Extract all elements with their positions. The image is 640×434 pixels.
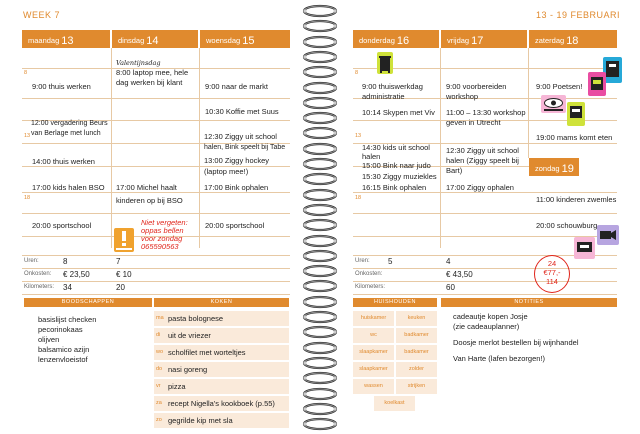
hours-value[interactable]: 8: [63, 257, 68, 266]
day-header-wednesday[interactable]: woensdag 15: [200, 30, 290, 48]
spiral-ring: [302, 50, 338, 64]
note-line: (zie cadeauplanner): [453, 322, 520, 331]
section-huishouden: HUISHOUDEN: [353, 298, 437, 307]
spiral-ring: [302, 402, 338, 416]
movie-camera-icon: [597, 225, 619, 245]
meal-row[interactable]: zo gegrilde kip met sla: [154, 413, 289, 428]
hour-tick: 13: [355, 133, 362, 139]
chore-checkbox[interactable]: slaapkamer: [353, 362, 394, 377]
spiral-ring: [302, 325, 338, 339]
spiral-ring: [302, 356, 338, 370]
theatre-ticket-icon: [574, 237, 595, 259]
section-koken: KOKEN: [154, 298, 289, 307]
event-item[interactable]: 17:00 Ziggy ophalen: [446, 183, 514, 192]
meal-row[interactable]: za recept Nigella's kookboek (p.55): [154, 396, 289, 411]
spiral-ring: [302, 249, 338, 263]
km-value[interactable]: 34: [63, 283, 72, 292]
hour-tick: 8: [24, 70, 28, 76]
spiral-ring: [302, 172, 338, 186]
event-item[interactable]: 20:00 schouwburg: [536, 221, 598, 230]
expenses-value[interactable]: € 23,50: [63, 270, 90, 279]
hour-tick: 18: [355, 195, 362, 201]
chore-checkbox[interactable]: strijken: [396, 379, 437, 394]
event-item[interactable]: 12:30 Ziggy uit school: [204, 132, 277, 141]
event-item[interactable]: 12:30 Ziggy uit school: [446, 146, 519, 155]
meal-row[interactable]: vr pizza: [154, 379, 289, 394]
event-item[interactable]: 9:00 voorbereiden: [446, 82, 507, 91]
spiral-ring: [302, 188, 338, 202]
event-item[interactable]: 14:30 kids uit school: [362, 143, 430, 152]
hour-tick: 8: [355, 70, 359, 76]
day-header-tuesday[interactable]: dinsdag 14: [112, 30, 198, 48]
list-item[interactable]: pecorinokaas: [38, 325, 83, 334]
section-notities: NOTITIES: [441, 298, 617, 307]
note-line: Van Harte (lafen bezorgen!): [453, 354, 545, 363]
spiral-ring: [302, 81, 338, 95]
spiral-ring: [302, 126, 338, 140]
spiral-ring: [302, 35, 338, 49]
valentine-label: Valentijnsdag: [116, 59, 161, 67]
label-kilometers: Kilometers:: [355, 284, 386, 290]
event-item[interactable]: (laptop mee!): [204, 167, 249, 176]
event-item[interactable]: 12:00 vergadering Beurs: [31, 120, 108, 127]
meal-row[interactable]: di uit de vriezer: [154, 328, 289, 343]
event-item[interactable]: 20:00 sportschool: [32, 221, 92, 230]
notes-block[interactable]: [453, 312, 579, 364]
day-header-monday[interactable]: maandag 13: [22, 30, 110, 48]
event-item[interactable]: geven in Utrecht: [446, 118, 501, 127]
chore-checkbox[interactable]: koelkast: [374, 396, 415, 411]
todo-sticker-icon: [567, 102, 585, 126]
label-onkosten: Onkosten:: [24, 271, 52, 277]
event-item[interactable]: 20:00 sportschool: [205, 221, 265, 230]
hour-tick: 13: [24, 133, 31, 139]
label-uren: Uren:: [24, 258, 39, 264]
party-sticker-icon: [588, 72, 606, 96]
spiral-ring: [302, 157, 338, 171]
event-item[interactable]: 9:00 naar de markt: [205, 82, 268, 91]
spiral-ring: [302, 371, 338, 385]
spiral-ring: [302, 19, 338, 33]
spiral-ring: [302, 218, 338, 232]
shopping-list[interactable]: [38, 315, 96, 365]
expenses-value[interactable]: € 43,50: [446, 270, 473, 279]
km-value[interactable]: 60: [446, 283, 455, 292]
event-item[interactable]: halen, Bink speelt bij Tabe: [204, 144, 286, 151]
day-header-friday[interactable]: vrijdag 17: [441, 30, 527, 48]
event-item[interactable]: 17:00 Bink ophalen: [204, 183, 269, 192]
hour-tick: 18: [24, 195, 31, 201]
event-item[interactable]: dag werken bij klant: [116, 78, 183, 87]
event-item[interactable]: 17:00 Michel haalt: [116, 183, 177, 192]
event-item[interactable]: 19:00 mams komt eten: [536, 133, 613, 142]
km-value[interactable]: 20: [116, 283, 125, 292]
event-item[interactable]: 16:15 Bink ophalen: [362, 183, 427, 192]
chore-checkbox[interactable]: zolder: [396, 362, 437, 377]
event-item[interactable]: workshop: [446, 92, 479, 101]
spiral-ring: [302, 142, 338, 156]
list-item[interactable]: lenzenvloeistof: [38, 355, 88, 364]
meal-row[interactable]: ma pasta bolognese: [154, 311, 289, 326]
day-header-thursday[interactable]: donderdag 16: [353, 30, 439, 48]
spiral-ring: [302, 295, 338, 309]
event-item[interactable]: administratie: [362, 92, 405, 101]
spiral-ring: [302, 234, 338, 248]
event-item[interactable]: 13:00 Ziggy hockey: [204, 156, 270, 165]
section-boodschappen: BOODSCHAPPEN: [24, 298, 152, 307]
event-item[interactable]: 14:00 thuis werken: [32, 157, 95, 166]
event-item[interactable]: 15:30 Ziggy muziekles: [362, 172, 437, 181]
spiral-ring: [302, 96, 338, 110]
spiral-ring: [302, 111, 338, 125]
week-label: WEEK 7: [23, 10, 61, 20]
spiral-ring: [302, 310, 338, 324]
event-item[interactable]: Bart): [446, 166, 463, 175]
chore-checkbox[interactable]: badkamer: [396, 345, 437, 360]
event-item[interactable]: kinderen op bij BSO: [116, 196, 183, 205]
label-kilometers: Kilometers:: [24, 284, 55, 290]
spiral-ring: [302, 417, 338, 431]
chore-checkbox[interactable]: huiskamer: [353, 311, 394, 326]
event-item[interactable]: 11:00 kinderen zwemles: [536, 195, 617, 204]
event-item[interactable]: halen: [362, 152, 381, 161]
beauty-eye-icon: [541, 95, 566, 113]
chore-checkbox[interactable]: slaapkamer: [353, 345, 394, 360]
weekly-total-circle[interactable]: 24 €77,- 114: [534, 255, 570, 293]
event-item[interactable]: 9:00 Poetsen!: [536, 82, 583, 91]
event-item[interactable]: 15:00 Bink naar judo: [362, 161, 431, 170]
date-range: 13 - 19 FEBRUARI: [535, 10, 620, 20]
spiral-ring: [302, 4, 338, 18]
event-item[interactable]: 8:00 laptop mee, hele: [116, 68, 189, 77]
expenses-value[interactable]: € 10: [116, 270, 132, 279]
event-item[interactable]: 10:14 Skypen met Viv: [362, 108, 435, 117]
event-item[interactable]: 9:00 thuiswerkdag: [362, 82, 423, 91]
chore-checkbox[interactable]: wc: [353, 328, 394, 343]
reminder-note[interactable]: Niet vergeten: oppas bellen voor zondag 065590563: [141, 218, 188, 251]
list-item[interactable]: olijven: [38, 335, 60, 344]
meal-row[interactable]: do nasi goreng: [154, 362, 289, 377]
spiral-ring: [302, 341, 338, 355]
day-header-sunday[interactable]: zondag 19: [529, 158, 579, 176]
event-item[interactable]: 17:00 kids halen BSO: [32, 183, 105, 192]
list-item[interactable]: balsamico azijn: [38, 345, 90, 354]
label-uren: Uren:: [355, 258, 370, 264]
spiral-ring: [302, 264, 338, 278]
label-onkosten: Onkosten:: [355, 271, 383, 277]
event-item[interactable]: 11:00 – 13:30 workshop: [446, 108, 526, 117]
event-item[interactable]: halen (Ziggy speelt bij: [446, 156, 519, 165]
hours-value[interactable]: 4: [446, 257, 451, 266]
chore-checkbox[interactable]: badkamer: [396, 328, 437, 343]
list-item[interactable]: basislijst checken: [38, 315, 97, 324]
chore-checkbox[interactable]: wassen: [353, 379, 394, 394]
meal-row[interactable]: wo scholfilet met worteltjes: [154, 345, 289, 360]
spiral-ring: [302, 203, 338, 217]
trash-bin-icon: [377, 52, 393, 74]
hours-value[interactable]: 7: [116, 257, 121, 266]
spiral-ring: [302, 387, 338, 401]
event-item[interactable]: 9:00 thuis werken: [32, 82, 91, 91]
spiral-ring: [302, 65, 338, 79]
note-line: cadeautje kopen Josje: [453, 312, 528, 321]
hours-value[interactable]: 5: [388, 257, 393, 266]
important-exclamation-icon: [114, 228, 134, 252]
event-item[interactable]: van Berlage met lunch: [31, 130, 101, 137]
note-line: Doosje merlot bestellen bij wijnhandel: [453, 338, 579, 347]
event-item[interactable]: 10:30 Koffie met Suus: [205, 107, 279, 116]
chore-checkbox[interactable]: keuken: [396, 311, 437, 326]
day-header-saturday[interactable]: zaterdag 18: [529, 30, 617, 48]
spiral-ring: [302, 279, 338, 293]
